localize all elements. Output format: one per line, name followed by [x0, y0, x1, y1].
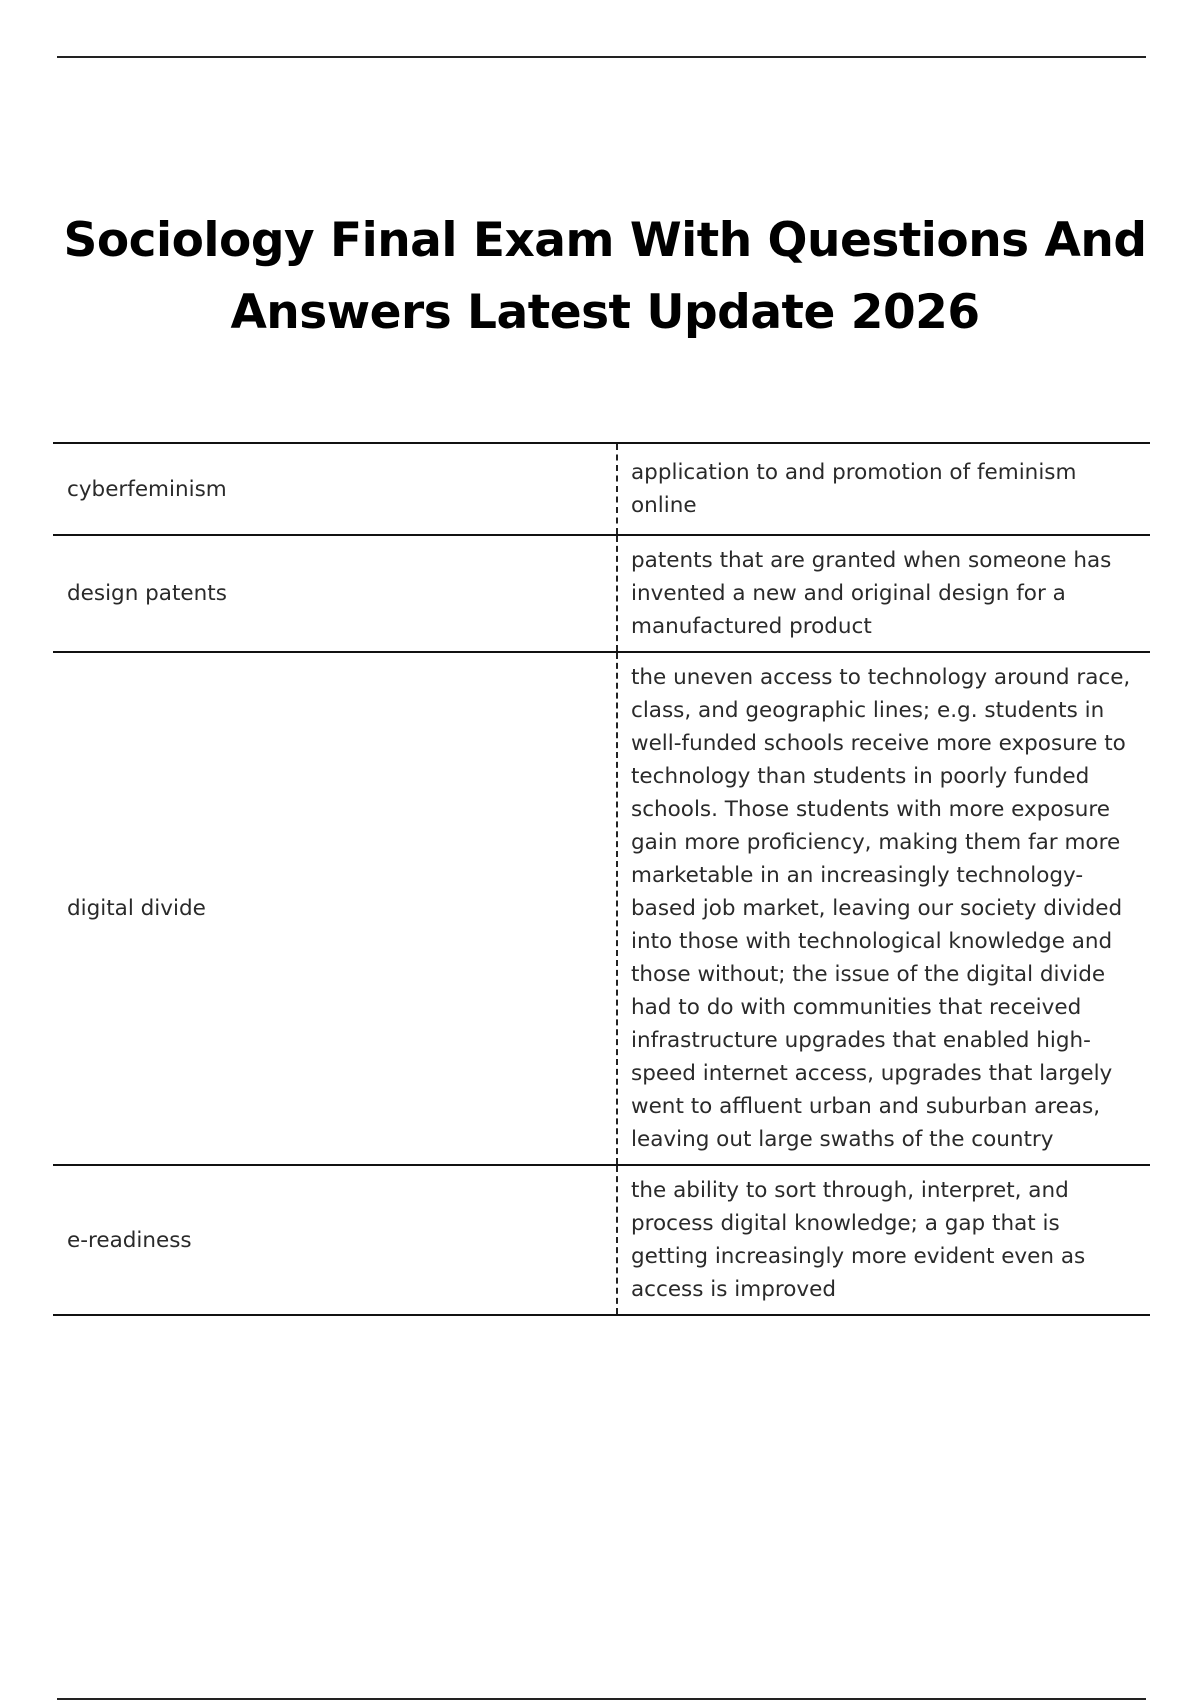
- term-cell: digital divide: [53, 652, 617, 1165]
- table-row: [53, 652, 1150, 1165]
- table-row: [53, 535, 1150, 652]
- table-row: [53, 443, 1150, 535]
- top-rule: [57, 56, 1146, 58]
- definition-cell: the uneven access to technology around race, class, and geographic lines; e.g. students in well-funded schools receive more exposure to technology than students in poorly funded schools. Those students with more exposure gain more proficiency, making them far more marketable in an increasingly technology-based job market, leaving our society divided into those with technological knowledge and those without; the issue of the digital divide had to do with communities that received infrastructure upgrades that enabled high-speed internet access, upgrades that largely went to affluent urban and suburban areas, leaving out large swaths of the country: [617, 652, 1150, 1165]
- table-row: [53, 1165, 1150, 1315]
- term-cell: cyberfeminism: [53, 443, 617, 535]
- term-cell: design patents: [53, 535, 617, 652]
- term-cell: e-readiness: [53, 1165, 617, 1315]
- definition-cell: patents that are granted when someone has invented a new and original design for a manufactured product: [617, 535, 1150, 652]
- definition-cell: the ability to sort through, interpret, and process digital knowledge; a gap that is getting increasingly more evident even as access is improved: [617, 1165, 1150, 1315]
- page-title: Sociology Final Exam With Questions And Answers Latest Update 2026: [63, 213, 1147, 340]
- definition-cell: application to and promotion of feminism online: [617, 443, 1150, 535]
- flashcard-table: [53, 442, 1150, 1316]
